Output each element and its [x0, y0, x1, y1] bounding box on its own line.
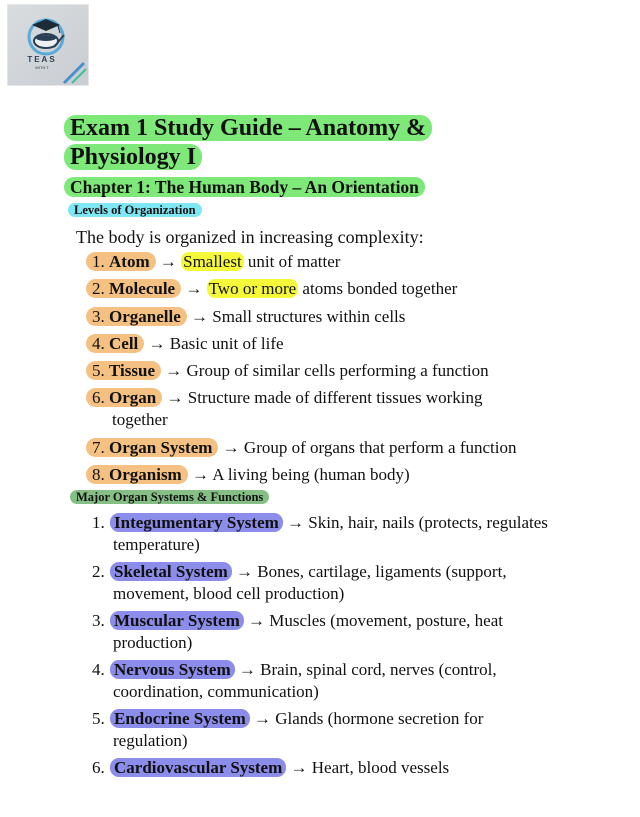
term: Skeletal System	[110, 562, 232, 581]
list-item: 6. Cardiovascular System → Heart, blood vessels	[92, 758, 450, 777]
term: Organ	[109, 388, 157, 408]
list-item: 5. Tissue → Group of similar cells performing a function	[86, 360, 586, 382]
list-item: 3. Muscular System → Muscles (movement, posture, heat production)	[92, 611, 503, 652]
graduation-cap-cup-icon	[8, 5, 88, 85]
list-item: 4. Cell → Basic unit of life	[86, 333, 586, 355]
list-item: 5. Endocrine System → Glands (hormone secretion for regulation)	[92, 709, 484, 750]
list-item: 2. Skeletal System → Bones, cartilage, ligaments (support, movement, blood cell production)	[92, 562, 507, 603]
list-item: 8. Organism → A living being (human body)	[86, 464, 586, 486]
chapter-heading-text: Chapter 1: The Human Body – An Orientation	[64, 177, 425, 197]
term: Cell	[109, 333, 139, 353]
systems-heading-text: Major Organ Systems & Functions	[70, 490, 269, 504]
term: Cardiovascular System	[110, 758, 286, 777]
list-item: 7. Organ System → Group of organs that perform a function	[86, 437, 586, 459]
systems-list	[92, 512, 562, 784]
list-item: 4. Nervous System → Brain, spinal cord, nerves (control, coordination, communication)	[92, 660, 497, 701]
term: Endocrine System	[110, 709, 250, 728]
term: Nervous System	[110, 660, 235, 679]
chapter-heading	[64, 175, 425, 199]
list-item: 1. Atom → Smallest unit of matter	[86, 251, 586, 273]
list-item: 2. Molecule → Two or more atoms bonded together	[86, 278, 586, 300]
systems-heading	[70, 489, 269, 506]
term: Organ System	[109, 437, 213, 457]
key-highlight: Smallest	[183, 252, 242, 271]
page-title	[64, 114, 484, 172]
logo-text: TEAS	[27, 55, 57, 64]
intro-text: The body is organized in increasing complexity:	[76, 227, 424, 247]
levels-heading	[68, 202, 202, 219]
list-item: 1. Integumentary System → Skin, hair, nails (protects, regulates temperature)	[92, 513, 548, 554]
term: Organism	[109, 465, 182, 485]
levels-heading-text: Levels of Organization	[68, 203, 202, 217]
teas-logo	[7, 4, 89, 86]
levels-list	[86, 251, 586, 491]
term: Molecule	[109, 279, 176, 299]
term: Atom	[109, 252, 150, 271]
logo-subtext: WITH T	[35, 65, 49, 70]
term: Tissue	[109, 361, 155, 381]
list-item: 3. Organelle → Small structures within cells	[86, 306, 586, 328]
page-title-text: Exam 1 Study Guide – Anatomy & Physiology I	[64, 115, 432, 170]
key-highlight: Two or more	[208, 279, 297, 299]
list-item: 6. Organ → Structure made of different tissues working together	[86, 387, 586, 431]
term: Organelle	[109, 306, 181, 326]
term: Muscular System	[110, 611, 244, 630]
term: Integumentary System	[110, 513, 283, 532]
